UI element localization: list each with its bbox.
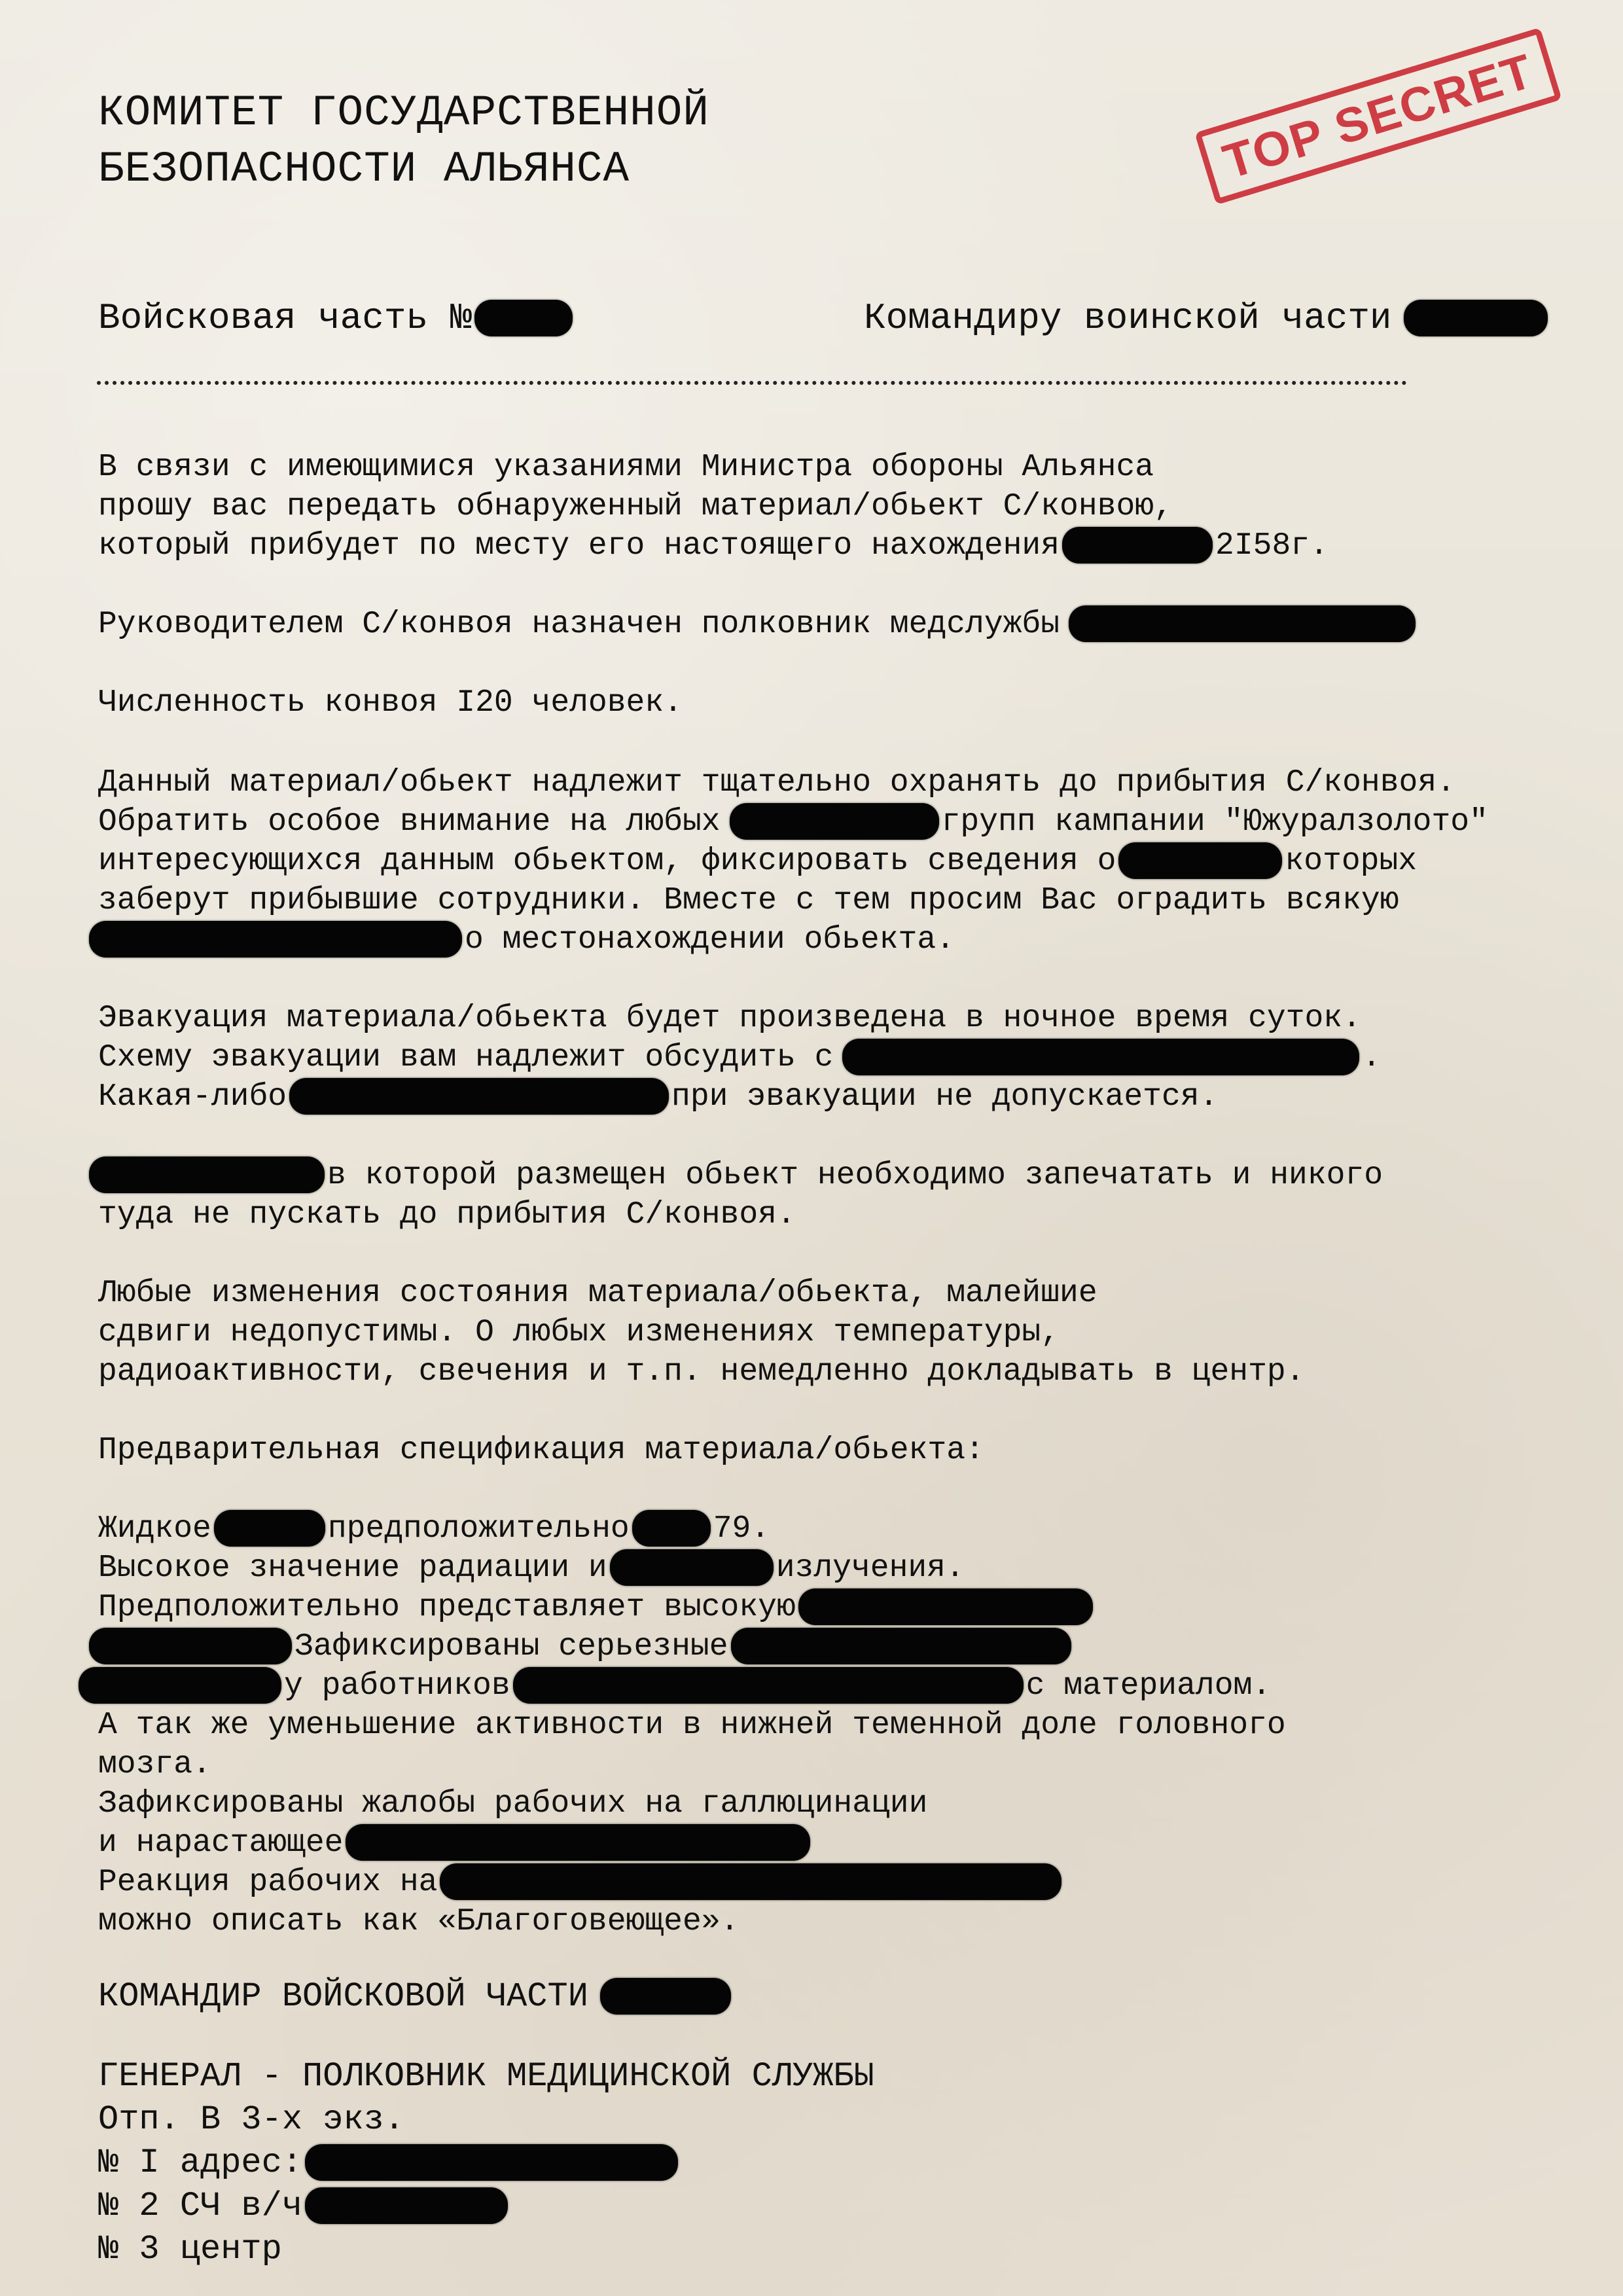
spec-line-3 xyxy=(98,1588,1096,1627)
spec-4a: Зафиксированы серьезные xyxy=(294,1629,728,1664)
signature-line-1 xyxy=(98,1975,734,2018)
p5-line-3 xyxy=(98,1077,1218,1117)
spec-5b: с материалом. xyxy=(1026,1668,1272,1704)
p5-line-3a: Какая-либо xyxy=(98,1079,287,1115)
redaction xyxy=(798,1588,1093,1625)
p7-line-2: сдвиги недопустимы. О любых изменениях температуры, xyxy=(98,1315,1060,1350)
dotted-divider xyxy=(97,381,1407,385)
p6-line-1-text: в которой размещен обьект необходимо запечатать и никого xyxy=(327,1158,1383,1193)
signature-4-text: № I адрес: xyxy=(98,2144,303,2182)
redaction xyxy=(305,2187,508,2224)
p5-line-2b: . xyxy=(1362,1040,1382,1075)
redaction xyxy=(346,1824,810,1861)
redaction xyxy=(610,1549,774,1586)
redaction xyxy=(731,1628,1071,1664)
p4-line-5-text: о местонахождении обьекта. xyxy=(465,922,955,958)
redaction xyxy=(89,921,462,958)
spec-line-11: можно описать как «Благоговеющее». xyxy=(98,1904,740,1939)
p2-text: Руководителем С/конвоя назначен полковник медслужбы xyxy=(98,607,1060,642)
spec-line-4 xyxy=(89,1627,1074,1666)
p4-line-2 xyxy=(98,802,1488,842)
spec-1b: предположительно xyxy=(327,1511,630,1547)
spec-line-5 xyxy=(79,1666,1271,1706)
redaction xyxy=(1069,605,1416,642)
p4-line-3b: которых xyxy=(1285,844,1418,879)
signature-line-2: ГЕНЕРАЛ - ПОЛКОВНИК МЕДИЦИНСКОЙ СЛУЖБЫ xyxy=(98,2057,874,2096)
redaction xyxy=(1062,527,1213,564)
signature-line-5 xyxy=(98,2185,510,2228)
spec-line-6: А так же уменьшение активности в нижней теменной доле головного xyxy=(98,1708,1286,1743)
redaction xyxy=(214,1510,325,1547)
p4-line-1: Данный материал/обьект надлежит тщательно охранять до прибытия С/конвоя. xyxy=(98,765,1455,800)
p5-line-2 xyxy=(98,1038,1381,1077)
p1-line-2: прошу вас передать обнаруженный материал/обьект С/конвою, xyxy=(98,489,1173,524)
signature-line-6: № 3 центр xyxy=(98,2230,282,2269)
redaction xyxy=(89,1157,325,1193)
spec-line-10 xyxy=(98,1863,1064,1902)
unit-number-line xyxy=(98,296,575,340)
redaction xyxy=(474,300,573,336)
p6-line-2: туда не пускать до прибытия С/конвоя. xyxy=(98,1197,796,1232)
signature-5-text: № 2 СЧ в/ч xyxy=(98,2187,303,2225)
spec-line-2 xyxy=(98,1549,965,1588)
p4-line-3 xyxy=(98,842,1417,881)
p7-line-3: радиоактивности, свечения и т.п. немедленно докладывать в центр. xyxy=(98,1354,1305,1390)
p5-line-1: Эвакуация материала/обьекта будет произведена в ночное время суток. xyxy=(98,1001,1361,1036)
top-secret-stamp: TOP SECRET xyxy=(1194,27,1562,205)
p1-line-3-text: который прибудет по месту его настоящего нахождения xyxy=(98,528,1060,564)
p1-line-3-date: 2I58г. xyxy=(1215,528,1329,564)
p4-line-3a: интересующихся данным обьектом, фиксировать сведения о xyxy=(98,844,1116,879)
spec-5a: у работников xyxy=(284,1668,510,1704)
spec-line-7: мозга. xyxy=(98,1747,211,1782)
redaction xyxy=(513,1667,1024,1704)
recipient-label: Командиру воинской части xyxy=(864,297,1392,339)
p4-line-5 xyxy=(89,920,955,960)
redaction xyxy=(440,1863,1061,1900)
spec-line-1 xyxy=(98,1509,770,1549)
spec-10a: Реакция рабочих на xyxy=(98,1865,438,1900)
spec-line-9 xyxy=(98,1823,813,1863)
redaction xyxy=(1404,300,1548,336)
signature-line-3: Отп. В 3-х экз. xyxy=(98,2100,405,2139)
p3-line-1: Численность конвоя I20 человек. xyxy=(98,685,683,721)
p5-line-3b: при эвакуации не допускается. xyxy=(671,1079,1219,1115)
spec-1a: Жидкое xyxy=(98,1511,211,1547)
signature-line-4 xyxy=(98,2142,681,2185)
redaction xyxy=(632,1510,711,1547)
p1-line-3 xyxy=(98,526,1329,565)
org-title-line-2: БЕЗОПАСНОСТИ АЛЬЯНСА xyxy=(98,145,630,194)
signature-commander: КОМАНДИР ВОЙСКОВОЙ ЧАСТИ xyxy=(98,1977,588,2016)
redaction xyxy=(289,1078,669,1115)
spec-1c: 79. xyxy=(713,1511,770,1547)
recipient-line xyxy=(864,296,1550,340)
spec-2b: излучения. xyxy=(776,1551,965,1586)
p4-line-4: заберут прибывшие сотрудники. Вместе с тем просим Вас оградить всякую xyxy=(98,883,1399,918)
redaction xyxy=(305,2144,678,2181)
p2-line-1 xyxy=(98,605,1418,644)
p5-line-2a: Схему эвакуации вам надлежит обсудить с xyxy=(98,1040,834,1075)
p7-line-1: Любые изменения состояния материала/обьекта, малейшие xyxy=(98,1276,1097,1311)
redaction xyxy=(730,803,939,840)
p1-line-1: В связи с имеющимися указаниями Министра обороны Альянса xyxy=(98,450,1154,485)
redaction xyxy=(1118,842,1282,879)
p8-line-1: Предварительная спецификация материала/обьекта: xyxy=(98,1433,984,1468)
spec-9a: и нарастающее xyxy=(98,1825,344,1861)
p4-line-2a: Обратить особое внимание на любых xyxy=(98,804,721,840)
redaction xyxy=(89,1628,292,1664)
redaction xyxy=(842,1039,1359,1075)
spec-3a: Предположительно представляет высокую xyxy=(98,1590,796,1625)
org-title-line-1: КОМИТЕТ ГОСУДАРСТВЕННОЙ xyxy=(98,88,709,137)
redaction xyxy=(600,1978,731,2015)
spec-2a: Высокое значение радиации и xyxy=(98,1551,607,1586)
p4-line-2b: групп кампании "Южуралзолото" xyxy=(941,804,1488,840)
p6-line-1 xyxy=(89,1156,1383,1195)
redaction xyxy=(79,1667,281,1704)
unit-label: Войсковая часть № xyxy=(98,297,473,339)
spec-line-8: Зафиксированы жалобы рабочих на галлюцинации xyxy=(98,1786,928,1821)
